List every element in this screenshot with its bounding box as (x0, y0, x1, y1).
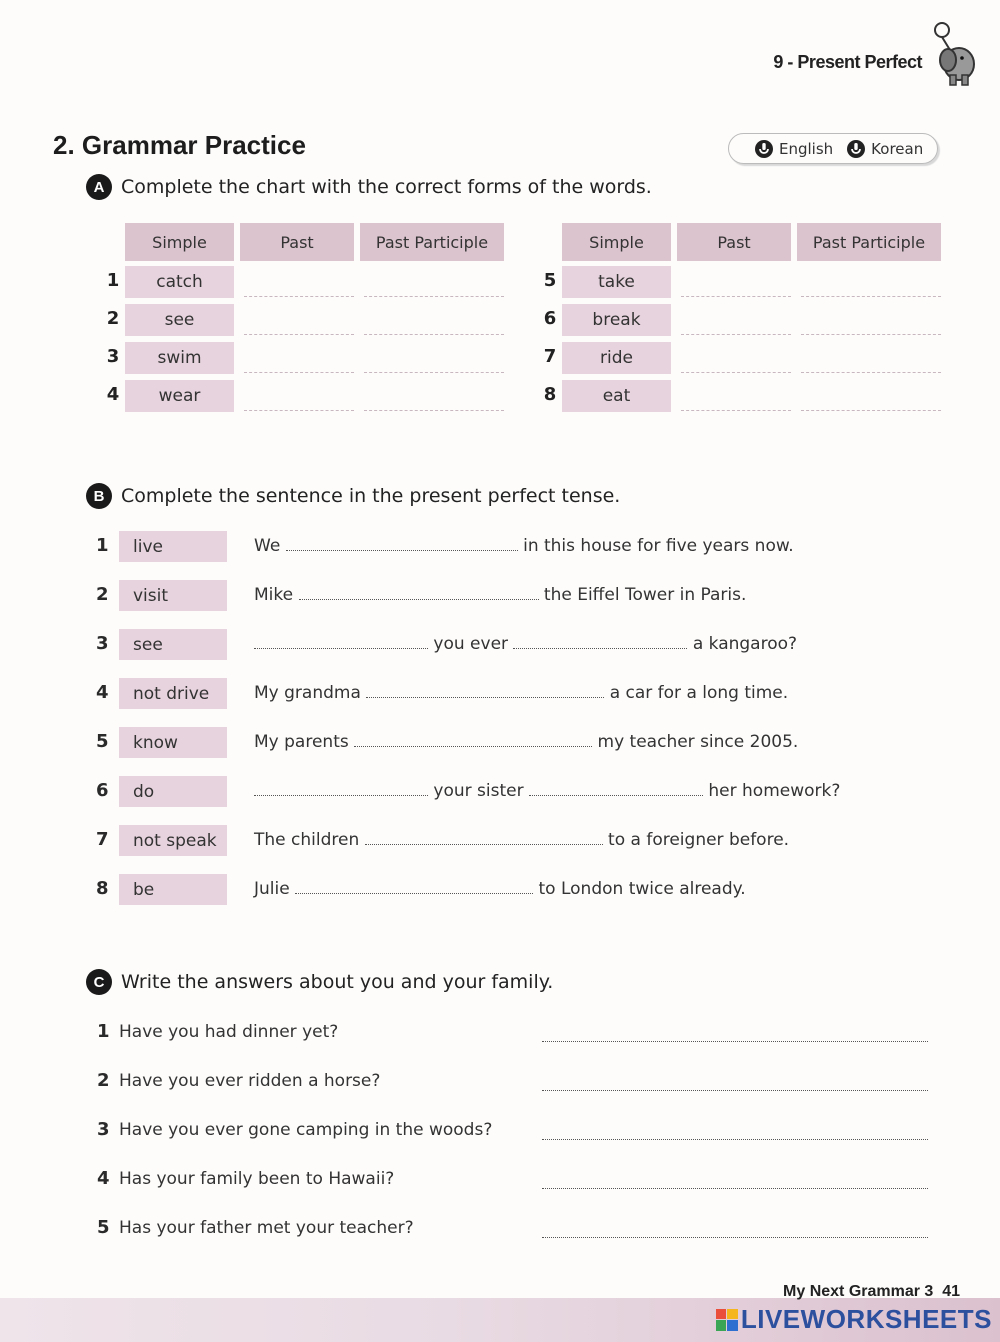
question-row (97, 1067, 937, 1097)
chart-word: break (562, 304, 671, 336)
book-title: My Next Grammar 3 (783, 1283, 934, 1300)
sentence-end: her homework? (708, 781, 841, 801)
sentence-text (254, 536, 794, 556)
chart-header-past-participle: Past Participle (360, 223, 504, 261)
row-number: 7 (543, 346, 557, 367)
item-number: 5 (96, 731, 109, 752)
row-number: 2 (106, 308, 120, 329)
sentence-row (96, 678, 956, 710)
sentence-middle: your sister (433, 781, 524, 801)
verb-chart (0, 223, 1000, 423)
past-participle-answer-field[interactable] (364, 266, 504, 297)
question-row (97, 1116, 937, 1146)
brand-name: LIVEWORKSHEETS (740, 1304, 992, 1334)
sentence-row (96, 580, 956, 612)
answer-blank[interactable] (295, 879, 533, 894)
korean-audio-button[interactable] (846, 139, 923, 159)
sentence-row (96, 874, 956, 906)
sentence-row (96, 727, 956, 759)
item-number: 6 (96, 780, 109, 801)
past-participle-answer-field[interactable] (364, 304, 504, 335)
past-answer-field[interactable] (244, 380, 354, 411)
page-number: 41 (942, 1283, 960, 1300)
past-participle-answer-field[interactable] (801, 266, 941, 297)
past-answer-field[interactable] (244, 342, 354, 373)
item-number: 5 (97, 1217, 110, 1238)
chart-word: wear (125, 380, 234, 412)
elephant-mascot-icon (928, 20, 978, 86)
answer-blank[interactable] (542, 1027, 928, 1042)
answer-blank[interactable] (299, 585, 539, 600)
section-c-heading (86, 969, 553, 995)
chart-word: eat (562, 380, 671, 412)
sentence-end: a kangaroo? (692, 634, 798, 654)
answer-blank[interactable] (513, 634, 687, 649)
item-number: 8 (96, 878, 109, 899)
sentence-end: to London twice already. (538, 879, 746, 899)
section-badge: A (86, 174, 112, 200)
question-text: Have you ever gone camping in the woods? (119, 1120, 493, 1140)
section-badge: B (86, 483, 112, 509)
row-number: 6 (543, 308, 557, 329)
past-answer-field[interactable] (681, 266, 791, 297)
page-title: 2. Grammar Practice (53, 130, 306, 160)
past-answer-field[interactable] (244, 304, 354, 335)
section-badge: C (86, 969, 112, 995)
answer-blank[interactable] (542, 1125, 928, 1140)
unit-header: 9 - Present Perfect (773, 52, 922, 72)
logo-grid-icon (716, 1309, 738, 1331)
item-number: 1 (97, 1021, 110, 1042)
row-number: 8 (543, 384, 557, 405)
sentence-end: my teacher since 2005. (597, 732, 799, 752)
audio-toggle (728, 133, 938, 164)
answer-blank[interactable] (286, 536, 518, 551)
past-participle-answer-field[interactable] (801, 380, 941, 411)
item-number: 4 (97, 1168, 110, 1189)
verb-tag: do (119, 776, 227, 807)
answer-blank[interactable] (529, 781, 703, 796)
sentence-text (254, 634, 797, 654)
answer-blank[interactable] (254, 634, 428, 649)
section-b-heading (86, 483, 620, 509)
sentence-start: The children (254, 830, 360, 850)
chart-header-past-participle: Past Participle (797, 223, 941, 261)
sentence-row (96, 629, 956, 661)
row-number: 3 (106, 346, 120, 367)
question-text: Have you ever ridden a horse? (119, 1071, 381, 1091)
section-instruction: Complete the sentence in the present perfect tense. (121, 485, 621, 507)
past-participle-answer-field[interactable] (801, 304, 941, 335)
chart-word: see (125, 304, 234, 336)
answer-blank[interactable] (542, 1174, 928, 1189)
chart-word: ride (562, 342, 671, 374)
sentence-text (254, 830, 789, 850)
row-number: 1 (106, 270, 120, 291)
sentence-text (254, 732, 798, 752)
sentence-end: to a foreigner before. (608, 830, 790, 850)
past-participle-answer-field[interactable] (364, 342, 504, 373)
verb-tag: not speak (119, 825, 227, 856)
english-audio-button[interactable] (754, 139, 833, 159)
chart-header-simple: Simple (125, 223, 234, 261)
chart-word: take (562, 266, 671, 298)
verb-tag: be (119, 874, 227, 905)
section-instruction: Complete the chart with the correct forms of the words. (121, 176, 652, 198)
item-number: 1 (96, 535, 109, 556)
item-number: 3 (96, 633, 109, 654)
audio-play-icon (846, 139, 866, 159)
sentence-row (96, 531, 956, 563)
sentence-start: Mike (254, 585, 294, 605)
chart-header-simple: Simple (562, 223, 671, 261)
question-row (97, 1214, 937, 1244)
question-text: Have you had dinner yet? (119, 1022, 339, 1042)
row-number: 4 (106, 384, 120, 405)
answer-blank[interactable] (254, 781, 428, 796)
sentence-text (254, 879, 746, 899)
past-participle-answer-field[interactable] (364, 380, 504, 411)
section-a-heading (86, 174, 652, 200)
english-label: English (779, 139, 834, 158)
past-answer-field[interactable] (681, 380, 791, 411)
past-participle-answer-field[interactable] (801, 342, 941, 373)
question-text: Has your family been to Hawaii? (119, 1169, 395, 1189)
sentence-text (254, 683, 788, 703)
chart-header-past: Past (240, 223, 354, 261)
past-answer-field[interactable] (244, 266, 354, 297)
korean-label: Korean (871, 139, 924, 158)
sentence-text (254, 585, 746, 605)
chart-word: catch (125, 266, 234, 298)
past-answer-field[interactable] (681, 304, 791, 335)
verb-tag: visit (119, 580, 227, 611)
answer-blank[interactable] (542, 1076, 928, 1091)
row-number: 5 (543, 270, 557, 291)
question-text: Has your father met your teacher? (119, 1218, 414, 1238)
answer-blank[interactable] (366, 683, 604, 698)
sentence-text (254, 781, 840, 801)
question-row (97, 1165, 937, 1195)
item-number: 2 (96, 584, 109, 605)
chart-header-past: Past (677, 223, 791, 261)
sentence-middle: you ever (433, 634, 509, 654)
sentence-end: the Eiffel Tower in Paris. (543, 585, 747, 605)
sentence-end: in this house for five years now. (523, 536, 794, 556)
question-row (97, 1018, 937, 1048)
audio-play-icon (754, 139, 774, 159)
verb-tag: know (119, 727, 227, 758)
verb-tag: see (119, 629, 227, 660)
item-number: 7 (96, 829, 109, 850)
sentence-end: a car for a long time. (609, 683, 789, 703)
sentence-start: Julie (254, 879, 290, 899)
sentence-start: We (254, 536, 281, 556)
past-answer-field[interactable] (681, 342, 791, 373)
item-number: 3 (97, 1119, 110, 1140)
answer-blank[interactable] (542, 1223, 928, 1238)
liveworksheets-logo (716, 1304, 992, 1335)
page-footer (783, 1283, 960, 1301)
sentence-start: My grandma (254, 683, 361, 703)
verb-tag: not drive (119, 678, 227, 709)
sentence-start: My parents (254, 732, 349, 752)
answer-blank[interactable] (365, 830, 603, 845)
answer-blank[interactable] (354, 732, 592, 747)
item-number: 2 (97, 1070, 110, 1091)
chart-word: swim (125, 342, 234, 374)
section-instruction: Write the answers about you and your family. (121, 971, 554, 993)
sentence-row (96, 776, 956, 808)
item-number: 4 (96, 682, 109, 703)
verb-tag: live (119, 531, 227, 562)
sentence-row (96, 825, 956, 857)
